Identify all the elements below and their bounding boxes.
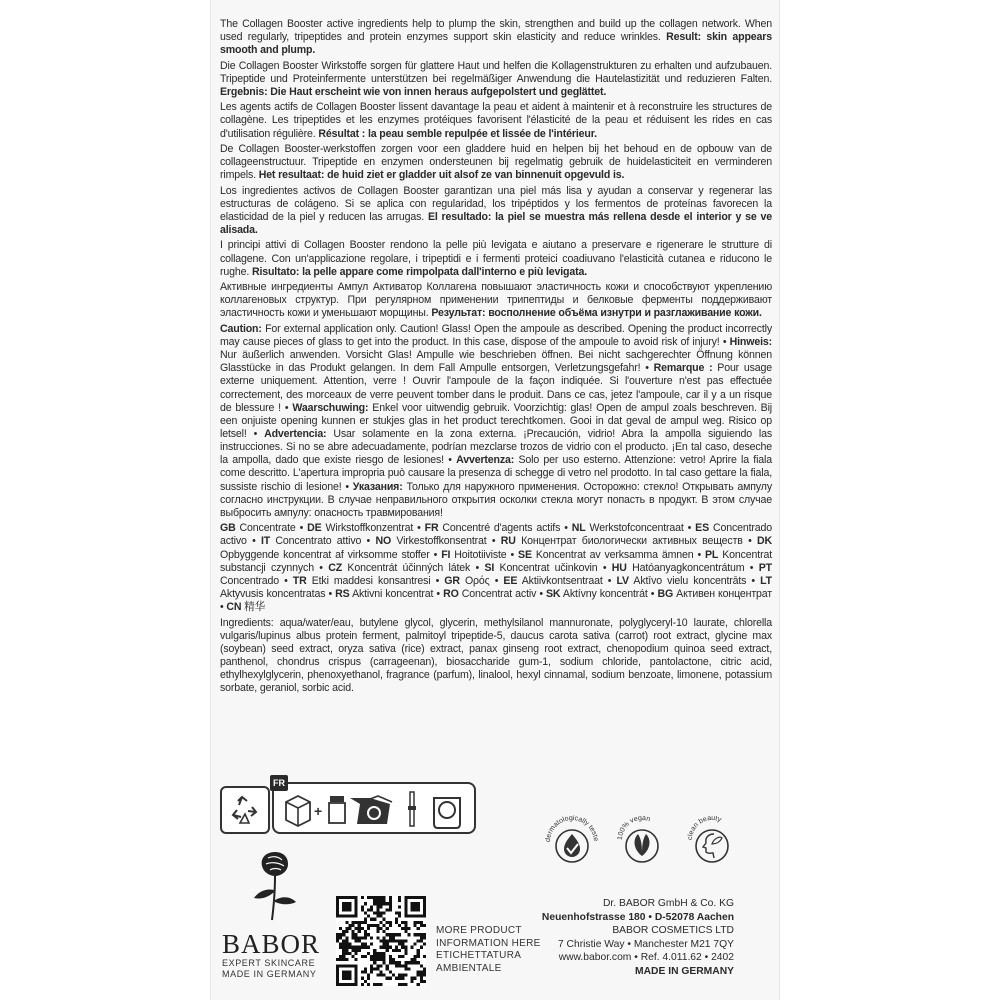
language-code: ES	[695, 522, 709, 535]
concentrate-name: 精华	[241, 601, 266, 614]
more-info-line-4: AMBIENTALE	[436, 962, 502, 974]
svg-text:dermatologically tested: dermatologically teste	[544, 814, 600, 843]
caution-block: Caution: For external application only. Caution! Glass! Open the ampoule as described. Opening the product incorrectly may cause pieces of glass to get into the product. In this case, dispose of the ampoule to avoid risk of injury! • Hinweis: Nur äußerlich anwenden. Vorsicht Glas! Ampulle wie beschrieben öffnen. Bei nicht sachgerechter Öffnung können Glasstücke in das Produkt gelangen. In dem Fall Ampulle entsorgen, Verletzungsgefahr! • Remarque : Pour usage externe uniquement. Attention, verre ! Ouvrir l'ampoule de la façon indiquée. Si l'ouverture n'est pas effectuée correctement, des morceaux de verre peuvent tomber dans le produit. Dans ce cas, jetez l'ampoule, car il y a un risque de blessure ! • Waarschuwing: Enkel voor uitwendig gebruik. Voorzichtig: glas! Open de ampul zoals beschreven. Bij een onjuiste opening kunnen er stukjes glas in het product terechtkomen. Gooi in dat geval de ampul weg. Risico op letsel! • Advertencia: Usar solamente en la zona externa. ¡Precaución, vidrio! Abra la ampolla siguiendo las instrucciones. Si no se abre adecuadamente, podrían mezclarse trozos de vidrio con el producto. ¡En tal caso, deseche la ampolla, dado que existe riesgo de lesiones! • Avvertenza: Solo per uso esterno. Attenzione: vetro! Aprire la fiala come descritto. L'apertura impropria può causare la presenza di schegge di vetro nel prodotto. In tal caso gettare la fiala, sussiste rischio di lesione! • Указания: Только для наружного применения. Осторожно: стекло! Открывать ампулу согласно инструкции. В случае неправильного открытия осколки стекла могут попасть в продукт. В этом случае выбросить ампулу: опасность травмирования!	[220, 322, 773, 519]
concentrate-name: Hoitotiiviste	[450, 548, 507, 561]
language-code: FI	[441, 548, 451, 561]
concentrate-name: Virkestoffkonsentrat	[391, 535, 487, 548]
more-info-line-1: MORE PRODUCT	[436, 925, 522, 936]
language-code: RU	[500, 535, 516, 548]
company-address	[540, 897, 734, 978]
svg-text:clean beauty: clean beauty	[686, 814, 723, 841]
paragraph-en: The Collagen Booster active ingredients help to plump the skin, strengthen and build up the collagen network. When used regularly, tripeptides and protein enzymes support skin elasticity and reduce wrinkles. Result: skin appears smooth and plump.	[220, 18, 772, 57]
concentrate-name: Werkstofconcentraat	[585, 522, 684, 535]
language-code: SI	[484, 561, 495, 574]
concentrate-name: Ορός	[459, 574, 490, 587]
ingredients-list: Ingredients: aqua/water/eau, butylene glycol, glycerin, methylsilanol mannuronate, polyglyceryl-10 laurate, chlorella vulgaris/lupinus albus protein ferment, palmitoyl tripeptide-5, daucus carota sativa (carrot) root extract, glycine max (soybean) seed extract, oryza sativa (rice) extract, panax ginseng root extract, chenopodium quinoa seed extract, panthenol, chondrus crispus (carrageenan), biosaccharide gum-1, sodium chloride, pantolactone, citric acid, ethylhexylglycerin, phenoxyethanol, fragrance (parfum), linalool, hexyl cinnamal, sodium benzoate, limonene, potassium sorbate, geraniol, sorbic acid.	[220, 616, 772, 695]
language-code: RS	[335, 588, 350, 601]
company-name: Dr. BABOR GmbH & Co. KG	[602, 898, 734, 909]
label-text-block	[220, 18, 772, 698]
concentrate-name: Aktīvo vielu koncentrāts	[628, 574, 747, 587]
language-code: EE	[503, 574, 518, 587]
concentrate-name: Aktyvusis koncentratas	[220, 588, 326, 601]
concentrate-name: Concentré d'agents actifs	[438, 522, 561, 535]
recycling-info-icon	[220, 786, 270, 834]
concentrate-name: Concentrat activ	[458, 588, 537, 601]
language-code: LT	[760, 574, 772, 587]
concentrate-name: Etki maddesi konsantresi	[306, 574, 431, 587]
vegan-badge	[610, 808, 674, 872]
concentrate-name: Koncentrat substancji czynnych	[220, 548, 772, 574]
concentrate-name: Aktívny koncentrát	[560, 588, 648, 601]
concentrate-name: Концентрат биологически активных веществ	[515, 535, 743, 548]
language-code: HU	[611, 561, 627, 574]
company-street: Neuenhofstrasse 180 • D-52078 Aachen	[541, 911, 734, 923]
language-code: CN	[226, 601, 242, 614]
made-in: MADE IN GERMANY	[635, 965, 734, 977]
language-code: LV	[616, 574, 629, 587]
more-info-text	[436, 925, 541, 975]
language-code: PT	[758, 561, 772, 574]
more-info-line-3: ETICHETTATURA	[436, 950, 522, 961]
language-code: SK	[545, 588, 561, 601]
brand-line-2: MADE IN GERMANY	[222, 969, 317, 979]
language-code: GR	[444, 574, 460, 587]
language-code: BG	[657, 588, 674, 601]
concentrate-name: Hatóanyagkoncentrátum	[626, 561, 745, 574]
language-code: RO	[443, 588, 459, 601]
concentrate-name: Активен концентрат	[673, 588, 772, 601]
svg-text:100% vegan: 100% vegan	[616, 814, 652, 841]
dermatologically-tested-badge	[540, 808, 604, 872]
svg-text:+: +	[314, 803, 323, 819]
language-code: PL	[705, 548, 719, 561]
brand-block	[222, 930, 332, 980]
language-code: DE	[307, 522, 322, 535]
language-code: TR	[292, 574, 307, 587]
concentrate-name: Aktivni koncentrat	[349, 588, 434, 601]
uk-street: 7 Christie Way • Manchester M21 7QY	[557, 938, 734, 950]
paragraph-nl: De Collagen Booster-werkstoffen zorgen voor een gladdere huid en helpen bij het behoud en de opbouw van de collageenstructuur. Tripeptide en enzymen ondersteunen bij regelmatig gebruik de huidelasticiteit en verminderen rimpels. Het resultaat: de huid ziet er gladder uit alsof ze van binnenuit opgevuld is.	[220, 142, 772, 182]
concentrate-name: Koncentrát účinných látek	[342, 561, 471, 574]
brand-name: BABOR	[222, 929, 321, 959]
concentrate-name: Concentrate	[235, 522, 296, 535]
concentrate-list: GB Concentrate • DE Wirkstoffkonzentrat • FR Concentré d'agents actifs • NL Werkstofconcentraat • ES Concentrado activo • IT Concentrato attivo • NO Virkestoffkonsentrat • RU Концентрат биологически активных веществ • DK Opbyggende koncentrat af virksomme stoffer • FI Hoitotiiviste • SE Koncentrat av verksamma ämnen • PL Koncentrat substancji czynnych • CZ Koncentrát účinných látek • SI Koncentrat učinkovin • HU Hatóanyagkoncentrátum • PT Concentrado • TR Etki maddesi konsantresi • GR Ορός • EE Aktiivkontsentraat • LV Aktīvo vielu koncentrāts • LT Aktyvusis koncentratas • RS Aktivni koncentrat • RO Concentrat activ • SK Aktívny koncentrát • BG Активен концентрат • CN 精华	[220, 522, 772, 614]
clean-beauty-badge	[680, 808, 744, 872]
paragraph-ru: Активные ингредиенты Ампул Активатор Коллагена повышают эластичность кожи и способствуют укреплению коллагеновых структур. При регулярном применении трипептиды и белковые ферменты поддерживают эластичность кожи и уменьшают морщины. Результат: восполнение объёма изнутри и разглаживание кожи.	[220, 281, 772, 320]
language-code: GB	[220, 522, 236, 535]
web-reference[interactable]: www.babor.com • Ref. 4.011.62 • 2402	[558, 952, 734, 963]
language-code: IT	[260, 535, 271, 548]
paragraph-de: Die Collagen Booster Wirkstoffe sorgen für glattere Haut und helfen die Kollagenstrukturen zu erhalten und aufzubauen. Tripeptide und Proteinfermente unterstützen bei regelmäßiger Anwendung die Hautelastizität und reduzieren Falten. Ergebnis: Die Haut erscheint wie von innen heraus aufgepolstert und geglättet.	[220, 59, 772, 98]
language-code: NL	[571, 522, 586, 535]
concentrate-name: Koncentrat učinkovin	[494, 561, 598, 574]
language-code: SE	[518, 548, 532, 561]
concentrate-name: Concentrato attivo	[270, 535, 362, 548]
uk-company: BABOR COSMETICS LTD	[612, 925, 734, 936]
language-code: CZ	[328, 561, 343, 574]
concentrate-name: Aktiivkontsentraat	[517, 574, 603, 587]
more-info-line-2: INFORMATION HERE	[436, 937, 541, 949]
rose-logo-icon	[244, 846, 306, 929]
paragraph-fr: Les agents actifs de Collagen Booster lissent davantage la peau et aident à maintenir et à reconstruire les structures de collagène. Les tripeptides et les enzymes protéiques favorisent l'élasticité de la peau et réduisent les rides en cas d'utilisation régulière. Résultat : la peau semble repulpée et lissée de l'intérieur.	[220, 101, 772, 140]
fr-sorting-info	[272, 776, 472, 830]
language-code: FR	[424, 522, 439, 535]
paragraph-es: Los ingredientes activos de Collagen Booster garantizan una piel más lisa y ayudan a conservar y regenerar las estructuras de colágeno. Si se aplica con regularidad, los tripéptidos y los fermentos de proteínas favorecen la elasticidad de la piel y reducen las arrugas. El resultado: la piel se muestra más rellena desde el interior y se ve alisada.	[220, 184, 772, 237]
concentrate-name: Concentrado activo	[220, 522, 772, 548]
paragraph-it: I principi attivi di Collagen Booster rendono la pelle più levigata e aiutano a preservare e rigenerare le strutture di collagene. Con un'applicazione regolare, i tripeptidi e i fermenti proteici coadiuvano l'elasticità cutanea e riducono le rughe. Risultato: la pelle appare come rimpolpata dall'interno e più levigata.	[220, 239, 772, 278]
concentrate-name: Concentrado	[220, 574, 280, 587]
fr-sorting-frame	[272, 782, 476, 834]
concentrate-name: Koncentrat av verksamma ämnen	[531, 548, 694, 561]
fr-label: FR	[270, 775, 288, 791]
concentrate-name: Opbyggende koncentrat af virksomme stoffer	[220, 548, 430, 561]
language-code: DK	[756, 535, 772, 548]
brand-line-1: EXPERT SKINCARE	[222, 958, 316, 968]
language-code: NO	[375, 535, 392, 548]
qr-code-icon[interactable]	[336, 896, 426, 986]
concentrate-name: Wirkstoffkonzentrat	[321, 522, 414, 535]
